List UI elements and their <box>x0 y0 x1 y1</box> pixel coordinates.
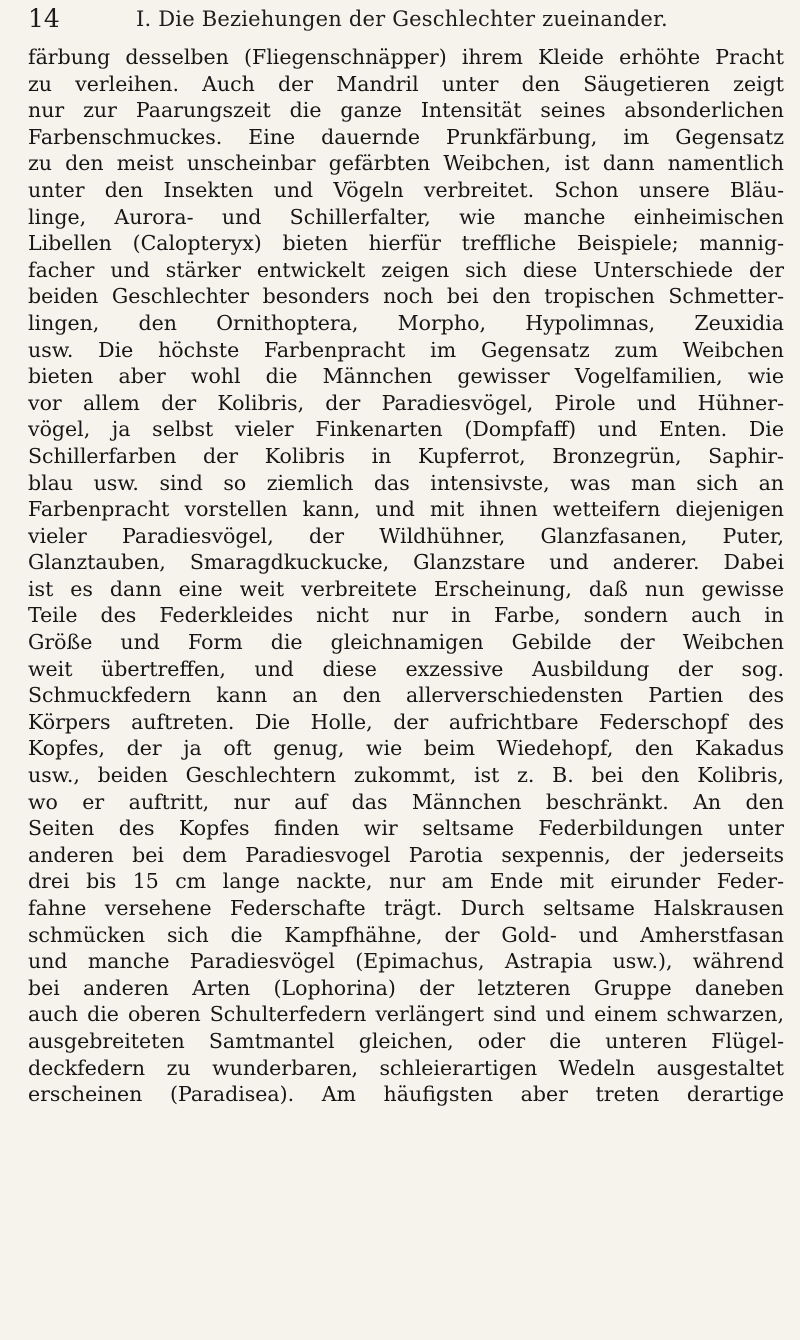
text-line: Farbenpracht vorstellen kann, und mit ihnen wetteifern diejenigen <box>28 497 784 522</box>
text-line: Schillerfarben der Kolibris in Kupferrot, Bronzegrün, Saphir- <box>28 443 784 468</box>
text-line: ausgebreiteten Samtmantel gleichen, oder die unteren Flügel- <box>28 1028 784 1053</box>
text-line: fahne versehene Federschafte trägt. Durch seltsame Halskrausen <box>28 896 784 920</box>
text-line: vieler Paradiesvögel, der Wildhühner, Glanzfasanen, Puter, <box>28 523 784 548</box>
text-line: bei anderen Arten (Lophorina) der letzteren Gruppe daneben <box>28 975 784 1000</box>
text-line: drei bis 15 cm lange nackte, nur am Ende mit eirunder Feder- <box>28 869 784 894</box>
text-line: auch die oberen Schulterfedern verlängert sind und einem schwarzen, <box>28 1002 784 1027</box>
text-line: beiden Geschlechter besonders noch bei den tropischen Schmetter- <box>28 284 784 309</box>
text-line: vor allem der Kolibris, der Paradiesvögel, Pirole und Hühner- <box>28 390 784 415</box>
text-line: Farbenschmuckes. Eine dauernde Prunkfärbung, im Gegensatz <box>28 124 784 149</box>
text-line: usw., beiden Geschlechtern zukommt, ist z. B. bei den Kolibris, <box>28 763 784 788</box>
text-line: färbung desselben (Fliegenschnäpper) ihrem Kleide erhöhte Pracht <box>28 45 784 69</box>
text-line: blau usw. sind so ziemlich das intensivste, was man sich an <box>28 470 784 495</box>
text-line: unter den Insekten und Vögeln verbreitet. Schon unsere Bläu- <box>28 177 784 202</box>
text-line: anderen bei dem Paradiesvogel Parotia sexpennis, der jederseits <box>28 842 784 867</box>
text-line: usw. Die höchste Farbenpracht im Gegensatz zum Weibchen <box>28 337 784 362</box>
text-line: wo er auftritt, nur auf das Männchen beschränkt. An den <box>28 789 784 814</box>
text-line: vögel, ja selbst vieler Finkenarten (Dompfaff) und Enten. Die <box>28 417 784 442</box>
text-line: ist es dann eine weit verbreitete Erscheinung, daß nun gewisse <box>28 576 784 601</box>
text-line: Körpers auftreten. Die Holle, der aufrichtbare Federschopf des <box>28 709 784 734</box>
text-line: Teile des Federkleides nicht nur in Farbe, sondern auch in <box>28 603 784 628</box>
running-head: I. Die Beziehungen der Geschlechter zueinander. <box>136 7 668 31</box>
text-line: und manche Paradiesvögel (Epimachus, Astrapia usw.), während <box>28 949 784 974</box>
text-line: zu verleihen. Auch der Mandril unter den Säugetieren zeigt <box>28 71 784 96</box>
text-line: facher und stärker entwickelt zeigen sich diese Unterschiede der <box>28 257 784 282</box>
text-line: linge, Aurora- und Schillerfalter, wie manche einheimischen <box>28 204 784 229</box>
text-line: Seiten des Kopfes finden wir seltsame Federbildungen unter <box>28 816 784 841</box>
text-line: nur zur Paarungszeit die ganze Intensität seines absonderlichen <box>28 98 784 123</box>
text-line: Größe und Form die gleichnamigen Gebilde der Weibchen <box>28 630 784 655</box>
text-line: Glanztauben, Smaragdkuckucke, Glanzstare und anderer. Dabei <box>28 550 784 575</box>
text-line: Schmuckfedern kann an den allerverschiedensten Partien des <box>28 683 784 708</box>
text-line: bieten aber wohl die Männchen gewisser Vogelfamilien, wie <box>28 364 784 389</box>
text-line: schmücken sich die Kampfhähne, der Gold- und Amherstfasan <box>28 922 784 947</box>
text-line: erscheinen (Paradisea). Am häufigsten aber treten derartige <box>28 1082 784 1107</box>
page-number: 14 <box>28 4 60 33</box>
text-line: lingen, den Ornithoptera, Morpho, Hypolimnas, Zeuxidia <box>28 310 784 335</box>
page-header <box>28 2 786 38</box>
text-line: Libellen (Calopteryx) bieten hierfür treffliche Beispiele; mannig- <box>28 231 784 256</box>
text-line: weit übertreffen, und diese exzessive Ausbildung der sog. <box>28 656 784 681</box>
text-line: deckfedern zu wunderbaren, schleierartigen Wedeln ausgestaltet <box>28 1055 784 1080</box>
text-line: Kopfes, der ja oft genug, wie beim Wiedehopf, den Kakadus <box>28 736 784 761</box>
body-text <box>28 44 784 1108</box>
text-line: zu den meist unscheinbar gefärbten Weibchen, ist dann namentlich <box>28 151 784 176</box>
